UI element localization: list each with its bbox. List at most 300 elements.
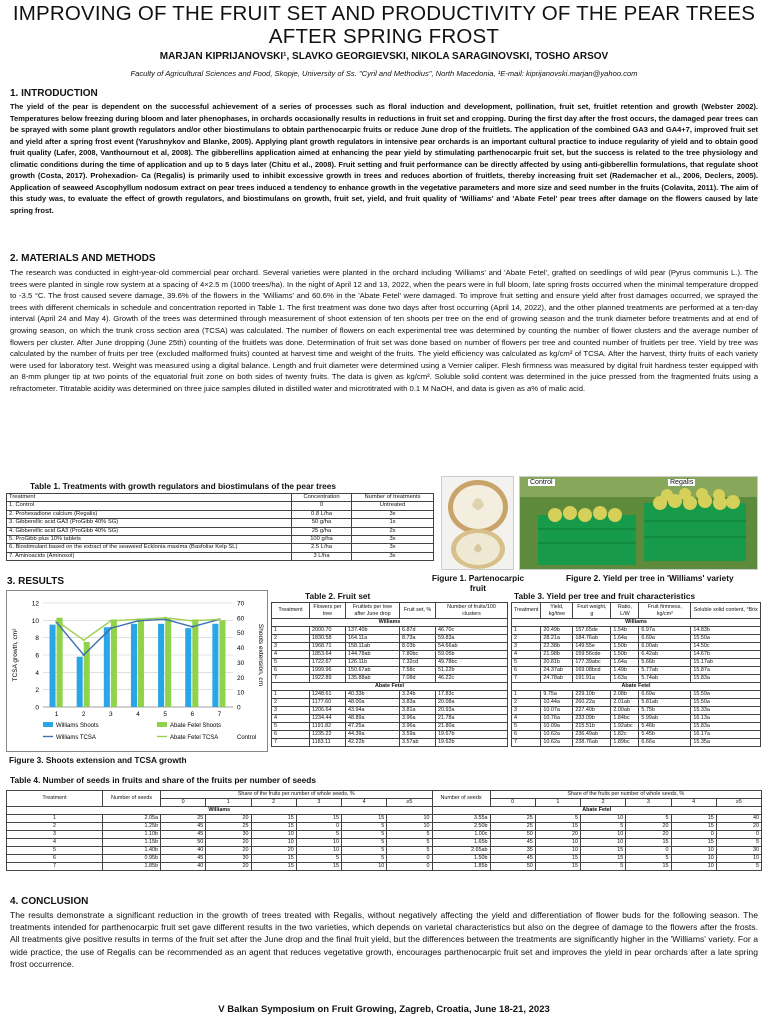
table2-cell: 1853.64	[310, 651, 346, 659]
table4-cell: 20	[206, 839, 251, 847]
table3-cell: 5.75b	[639, 707, 691, 715]
table4-cell: 5	[342, 831, 387, 839]
y2-tick-label: 60	[237, 615, 245, 623]
table2-cell: 2	[272, 635, 310, 643]
table3-cell: 21.98b	[541, 651, 573, 659]
table3	[511, 602, 761, 747]
table4-cell: 0	[296, 823, 341, 831]
table4-row	[7, 855, 762, 863]
table4-cell: 5	[716, 863, 761, 871]
table2-cell: 42.22b	[346, 739, 400, 747]
y2-tick-label: 0	[237, 704, 241, 712]
table3-cell: 3	[512, 707, 541, 715]
table2-cell: 150.67ab	[346, 667, 400, 675]
table3-cell: 5.99ab	[639, 715, 691, 723]
table1-cell: 2. Prohexadione calcium (Regalis)	[7, 510, 292, 518]
table3-cell: 1.50b	[611, 643, 639, 651]
table4-cell: 15	[251, 815, 296, 823]
bar-abate-fetel-shoots	[138, 619, 144, 707]
table-group-label: Williams	[512, 619, 761, 627]
legend-extra-label: Control	[237, 735, 257, 741]
table4-cell: 15	[581, 855, 626, 863]
table1-header: Treatment	[7, 494, 292, 502]
table4-cell: 5	[342, 847, 387, 855]
table3-cell: 6.00ab	[639, 643, 691, 651]
table3-cell: 233.09b	[573, 715, 611, 723]
table1-cell: 7. Aminoacids (Aminosol)	[7, 552, 292, 560]
table2-cell: 6	[272, 667, 310, 675]
bar-williams-shoots	[212, 624, 218, 707]
table1-cell: 0.8 L/ha	[292, 510, 352, 518]
table3-header: Fruit firmness, kg/cm²	[639, 603, 691, 619]
x-tick-label: 6	[190, 711, 195, 718]
table4-header-treatment: Treatment	[7, 791, 103, 807]
table4-cell: 15	[251, 855, 296, 863]
table4-cell: 5	[626, 855, 671, 863]
table2-header: Number of fruits/100 clusters	[436, 603, 508, 619]
table3-cell: 5	[512, 659, 541, 667]
table2-header-row	[272, 603, 508, 619]
table1-cell: 1x	[352, 519, 434, 527]
table3-cell: 184.76ab	[573, 635, 611, 643]
table3-cell: 20.81b	[541, 659, 573, 667]
table3-row	[512, 651, 761, 659]
table4-cell: 5	[342, 839, 387, 847]
table2-cell: 1177.60	[310, 699, 346, 707]
table2-row	[272, 675, 508, 683]
table2-cell: 1191.82	[310, 723, 346, 731]
table4-cell: 1.50b	[432, 855, 490, 863]
conclusion-heading: 4. CONCLUSION	[10, 896, 89, 907]
table2-cell: 4	[272, 715, 310, 723]
table1-row	[7, 510, 434, 518]
table1-cell: 0	[292, 502, 352, 510]
table4-group-row	[7, 807, 762, 815]
table2-cell: 5	[272, 723, 310, 731]
table2-row	[272, 723, 508, 731]
table1	[6, 493, 434, 561]
table4-cell: 30	[206, 831, 251, 839]
table2-cell: 1248.61	[310, 691, 346, 699]
table4-cell: 50	[490, 831, 535, 839]
table4-cell: 45	[490, 839, 535, 847]
table4-cell: 10	[342, 863, 387, 871]
table2-row	[272, 707, 508, 715]
x-tick-label: 7	[217, 711, 222, 718]
table2-cell: 3.59a	[400, 731, 436, 739]
table2-cell: 51.22b	[436, 667, 508, 675]
table3-cell: 227.40b	[573, 707, 611, 715]
table4-cell: 5	[296, 855, 341, 863]
table4-cell: 15	[342, 815, 387, 823]
table2-cell: 54.66ab	[436, 643, 508, 651]
table3-cell: 10.62a	[541, 731, 573, 739]
table3-cell: 28.21a	[541, 635, 573, 643]
table4-caption: Table 4. Number of seeds in fruits and share of the fruits per number of seeds	[10, 775, 316, 785]
table1-row	[7, 519, 434, 527]
table2-cell: 3	[272, 643, 310, 651]
table4-col-header: ≥5	[387, 799, 432, 807]
table3-cell: 15.50a	[691, 635, 761, 643]
y2-tick-label: 40	[237, 645, 245, 653]
table4-cell: 10	[387, 823, 432, 831]
table1-cell: 2x	[352, 527, 434, 535]
table2-header: Fruit set, %	[400, 603, 436, 619]
bar-williams-shoots	[50, 625, 56, 707]
table4-cell: 4	[7, 839, 103, 847]
point-abate-fetel-tcsa	[83, 639, 85, 641]
table3-cell: 1.50b	[611, 651, 639, 659]
table4-group-label: Williams	[7, 807, 433, 815]
table4-cell: 10	[671, 855, 716, 863]
table4-row	[7, 839, 762, 847]
parthenocarpic-fruit-photo	[441, 476, 514, 570]
table4-cell: 0.95b	[103, 855, 161, 863]
x-tick-label: 2	[81, 711, 86, 718]
table2-cell: 46.70c	[436, 627, 508, 635]
table3-cell: 15.83a	[691, 675, 761, 683]
point-williams-tcsa	[83, 654, 85, 656]
table-group-label: Abate Fetel	[512, 683, 761, 691]
table4-col-header: 0	[161, 799, 206, 807]
table4-cell: 25	[490, 823, 535, 831]
table4-cell: 10	[251, 831, 296, 839]
table1-cell: 3 L/ha	[292, 552, 352, 560]
table3-cell: 5.74ab	[639, 675, 691, 683]
table4-cell: 20	[626, 823, 671, 831]
y-tick-label: 12	[31, 600, 39, 608]
table1-cell: 3x	[352, 510, 434, 518]
table3-cell: 1.92abc	[611, 723, 639, 731]
table3-cell: 169.08bcd	[573, 667, 611, 675]
table3-cell: 5.45b	[639, 731, 691, 739]
intro-heading: 1. INTRODUCTION	[10, 88, 98, 99]
table4-row	[7, 823, 762, 831]
table2-cell: 7.58c	[400, 667, 436, 675]
table3-cell: 1.84bc	[611, 715, 639, 723]
table2-row	[272, 715, 508, 723]
table2-cell: 1999.96	[310, 667, 346, 675]
table3-header: Ratio, L/W	[611, 603, 639, 619]
table2-row	[272, 651, 508, 659]
table4-cell: 15	[535, 863, 580, 871]
table2-cell: 43.94a	[346, 707, 400, 715]
table1-cell: 3x	[352, 544, 434, 552]
table-group-row	[272, 619, 508, 627]
table4-group-label: Abate Fetel	[432, 807, 762, 815]
bar-williams-shoots	[77, 657, 83, 707]
table2-header: Fruitlets per tree after June drop	[346, 603, 400, 619]
table2-cell: 3.96a	[400, 715, 436, 723]
table1-row	[7, 552, 434, 560]
figure1-caption: Figure 1. Partenocarpic fruit	[431, 573, 525, 593]
table4-cell: 15	[671, 823, 716, 831]
table2-cell: 6	[272, 731, 310, 739]
table4-cell: 5	[716, 839, 761, 847]
table2-cell: 19.67b	[436, 731, 508, 739]
table4-cell: 1.85b	[432, 863, 490, 871]
table4-col-header: 0	[490, 799, 535, 807]
table4-cell: 10	[535, 847, 580, 855]
table3-cell: 191.91a	[573, 675, 611, 683]
table3-cell: 6	[512, 667, 541, 675]
table2-cell: 7.32cd	[400, 659, 436, 667]
bar-abate-fetel-shoots	[165, 618, 171, 707]
table4-header-seeds: Number of seeds	[432, 791, 490, 807]
figure2-caption: Figure 2. Yield per tree in 'Williams' variety	[566, 573, 734, 583]
table3-cell: 10.62a	[541, 739, 573, 747]
table3-cell: 236.49ab	[573, 731, 611, 739]
table4-cell: 45	[490, 855, 535, 863]
bar-abate-fetel-shoots	[57, 618, 63, 707]
table3-cell: 15.33a	[691, 707, 761, 715]
table4-cell: 15	[535, 855, 580, 863]
table1-row	[7, 544, 434, 552]
table3-cell: 22.38b	[541, 643, 573, 651]
table3-cell: 2.00ab	[611, 707, 639, 715]
bar-abate-fetel-shoots	[219, 620, 225, 707]
table-group-row	[512, 683, 761, 691]
table2-cell: 2	[272, 699, 310, 707]
table4-cell: 25	[490, 815, 535, 823]
bar-abate-fetel-shoots	[192, 619, 198, 707]
table2-cell: 20.93a	[436, 707, 508, 715]
table4-cell: 1.40b	[103, 847, 161, 855]
point-abate-fetel-tcsa	[164, 617, 166, 619]
table2-cell: 19.62b	[436, 739, 508, 747]
table3-row	[512, 659, 761, 667]
table2-cell: 3.83a	[400, 699, 436, 707]
table2-caption: Table 2. Fruit set	[305, 591, 371, 601]
table3-header: Treatment	[512, 603, 541, 619]
table3-cell: 159.56cde	[573, 651, 611, 659]
table3-header: Yield, kg/tree	[541, 603, 573, 619]
table4-cell: 15	[671, 839, 716, 847]
table1-cell: 2.5 L/ha	[292, 544, 352, 552]
table2-row	[272, 667, 508, 675]
table2-cell: 47.25a	[346, 723, 400, 731]
legend-label: Williams TCSA	[56, 735, 96, 741]
table3-cell: 1.82c	[611, 731, 639, 739]
table4-cell: 10	[581, 839, 626, 847]
table2-row	[272, 659, 508, 667]
table3-cell: 15.59a	[691, 691, 761, 699]
table3-cell: 15.50a	[691, 699, 761, 707]
legend-label: Williams Shoots	[56, 723, 99, 729]
table3-cell: 15.35a	[691, 739, 761, 747]
table2-cell: 1	[272, 691, 310, 699]
table3-cell: 15.83a	[691, 723, 761, 731]
table2-cell: 17.83c	[436, 691, 508, 699]
table4-cell: 50	[161, 839, 206, 847]
table2-cell: 2000.70	[310, 627, 346, 635]
table3-row	[512, 635, 761, 643]
table4	[6, 790, 762, 871]
table-group-row	[512, 619, 761, 627]
table4-cell: 10	[581, 831, 626, 839]
table4-cell: 10	[671, 863, 716, 871]
table2-row	[272, 635, 508, 643]
table4-cell: 0	[671, 831, 716, 839]
y-axis-label: TCSA growth, cm²	[12, 628, 19, 682]
table2-cell: 59.83a	[436, 635, 508, 643]
table4-cell: 5	[296, 831, 341, 839]
table2-row	[272, 739, 508, 747]
table2-cell: 126.11b	[346, 659, 400, 667]
table3-cell: 229.10b	[573, 691, 611, 699]
table3-row	[512, 691, 761, 699]
table4-cell: 2.65ab	[432, 847, 490, 855]
y2-tick-label: 50	[237, 630, 245, 638]
table2-cell: 59.05b	[436, 651, 508, 659]
table3-cell: 16.17a	[691, 731, 761, 739]
table4-cell: 20	[716, 823, 761, 831]
table4-cell: 15	[535, 823, 580, 831]
table2-cell: 7	[272, 739, 310, 747]
table3-row	[512, 627, 761, 635]
table4-cell: 35	[490, 847, 535, 855]
table2-cell: 3.57ab	[400, 739, 436, 747]
table4-col-header: 2	[251, 799, 296, 807]
table3-cell: 7	[512, 739, 541, 747]
legend-swatch	[43, 722, 53, 727]
table2-cell: 3.96a	[400, 723, 436, 731]
table2-row	[272, 643, 508, 651]
table4-cell: 5	[7, 847, 103, 855]
table4-cell: 45	[161, 823, 206, 831]
table2-row	[272, 627, 508, 635]
table2-cell: 8.73a	[400, 635, 436, 643]
table2-cell: 1922.89	[310, 675, 346, 683]
table4-cell: 10	[581, 815, 626, 823]
table2-cell: 20.08a	[436, 699, 508, 707]
table3-cell: 10.07a	[541, 707, 573, 715]
table4-cell: 15	[626, 863, 671, 871]
table4-cell: 10	[251, 839, 296, 847]
table3-cell: 10.44a	[541, 699, 573, 707]
y2-tick-label: 70	[237, 600, 245, 608]
table3-cell: 5.81ab	[639, 699, 691, 707]
point-abate-fetel-tcsa	[218, 618, 220, 620]
bar-williams-shoots	[104, 627, 110, 707]
table3-cell: 149.55e	[573, 643, 611, 651]
table4-cell: 5	[581, 823, 626, 831]
table3-header-row	[512, 603, 761, 619]
table2-cell: 1	[272, 627, 310, 635]
table3-cell: 2	[512, 699, 541, 707]
table3-cell: 2.08b	[611, 691, 639, 699]
table4-header-seeds: Number of seeds	[103, 791, 161, 807]
point-abate-fetel-tcsa	[137, 618, 139, 620]
table4-cell: 20	[535, 831, 580, 839]
table4-cell: 30	[206, 855, 251, 863]
table1-cell: 3x	[352, 552, 434, 560]
table3-row	[512, 739, 761, 747]
table3-cell: 1.49b	[611, 667, 639, 675]
table1-header: Number of treatments	[352, 494, 434, 502]
table3-cell: 4	[512, 651, 541, 659]
table4-cell: 6	[7, 855, 103, 863]
x-tick-label: 3	[109, 711, 113, 718]
y-tick-label: 0	[35, 704, 39, 712]
yield-comparison-photo	[519, 476, 758, 570]
x-tick-label: 4	[136, 711, 140, 718]
table4-cell: 20	[626, 831, 671, 839]
table4-cell: 15	[581, 847, 626, 855]
table2-cell: 48.00a	[346, 699, 400, 707]
table1-cell: 25 g/ha	[292, 527, 352, 535]
table4-col-header: 3	[626, 799, 671, 807]
table3-cell: 15.87a	[691, 667, 761, 675]
table4-row	[7, 815, 762, 823]
table3-cell: 215.51b	[573, 723, 611, 731]
table2-cell: 164.11a	[346, 635, 400, 643]
table4-col-header: 1	[206, 799, 251, 807]
table2-cell: 6.87d	[400, 627, 436, 635]
table4-cell: 5	[387, 847, 432, 855]
table3-cell: 2.01ab	[611, 699, 639, 707]
table4-cell: 10	[387, 815, 432, 823]
table4-cell: 5	[535, 815, 580, 823]
table3-cell: 3	[512, 643, 541, 651]
table3-row	[512, 667, 761, 675]
point-williams-tcsa	[110, 627, 112, 629]
table1-cell: 5. ProGibb plus 10% tablets	[7, 536, 292, 544]
table4-col-header: 3	[296, 799, 341, 807]
table4-cell: 5	[387, 839, 432, 847]
y-tick-label: 8	[35, 635, 39, 643]
table3-cell: 1	[512, 627, 541, 635]
table3-cell: 5.46b	[639, 723, 691, 731]
table2-cell: 144.78ab	[346, 651, 400, 659]
table2-header: Treatment	[272, 603, 310, 619]
table4-header-share: Share of the fruits per number of whole seeds, %	[490, 791, 762, 799]
poster-title	[0, 2, 768, 48]
table3-cell: 6.66a	[639, 739, 691, 747]
results-heading: 3. RESULTS	[7, 576, 65, 587]
table4-cell: 15	[626, 839, 671, 847]
table4-cell: 1.25b	[103, 823, 161, 831]
table4-cell: 5	[387, 831, 432, 839]
table4-cell: 1.10b	[103, 831, 161, 839]
table4-cell: 40	[161, 847, 206, 855]
point-williams-tcsa	[191, 626, 193, 628]
table2-cell: 21.80a	[436, 723, 508, 731]
table2-cell: 1722.67	[310, 659, 346, 667]
y2-axis-label: Shoots extension, cm	[257, 623, 264, 687]
table3-cell: 6.42ab	[639, 651, 691, 659]
table3-cell: 6	[512, 731, 541, 739]
table-group-label: Williams	[272, 619, 508, 627]
table4-cell: 15	[671, 815, 716, 823]
title-line-2: AFTER SPRING FROST	[268, 25, 500, 48]
table4-cell: 0	[387, 855, 432, 863]
table3-cell: 5.77ab	[639, 667, 691, 675]
table3-row	[512, 731, 761, 739]
table4-cell: 3	[7, 831, 103, 839]
table4-header-share: Share of the fruits per number of whole seeds, %	[161, 791, 433, 799]
table2-cell: 8.03b	[400, 643, 436, 651]
table3-row	[512, 643, 761, 651]
table4-cell: 20	[206, 863, 251, 871]
table4-cell: 1	[7, 815, 103, 823]
table2-cell: 1235.22	[310, 731, 346, 739]
table4-row	[7, 831, 762, 839]
table4-cell: 5	[342, 823, 387, 831]
table3-cell: 14.67b	[691, 651, 761, 659]
table4-cell: 40	[716, 815, 761, 823]
table4-cell: 10	[296, 839, 341, 847]
